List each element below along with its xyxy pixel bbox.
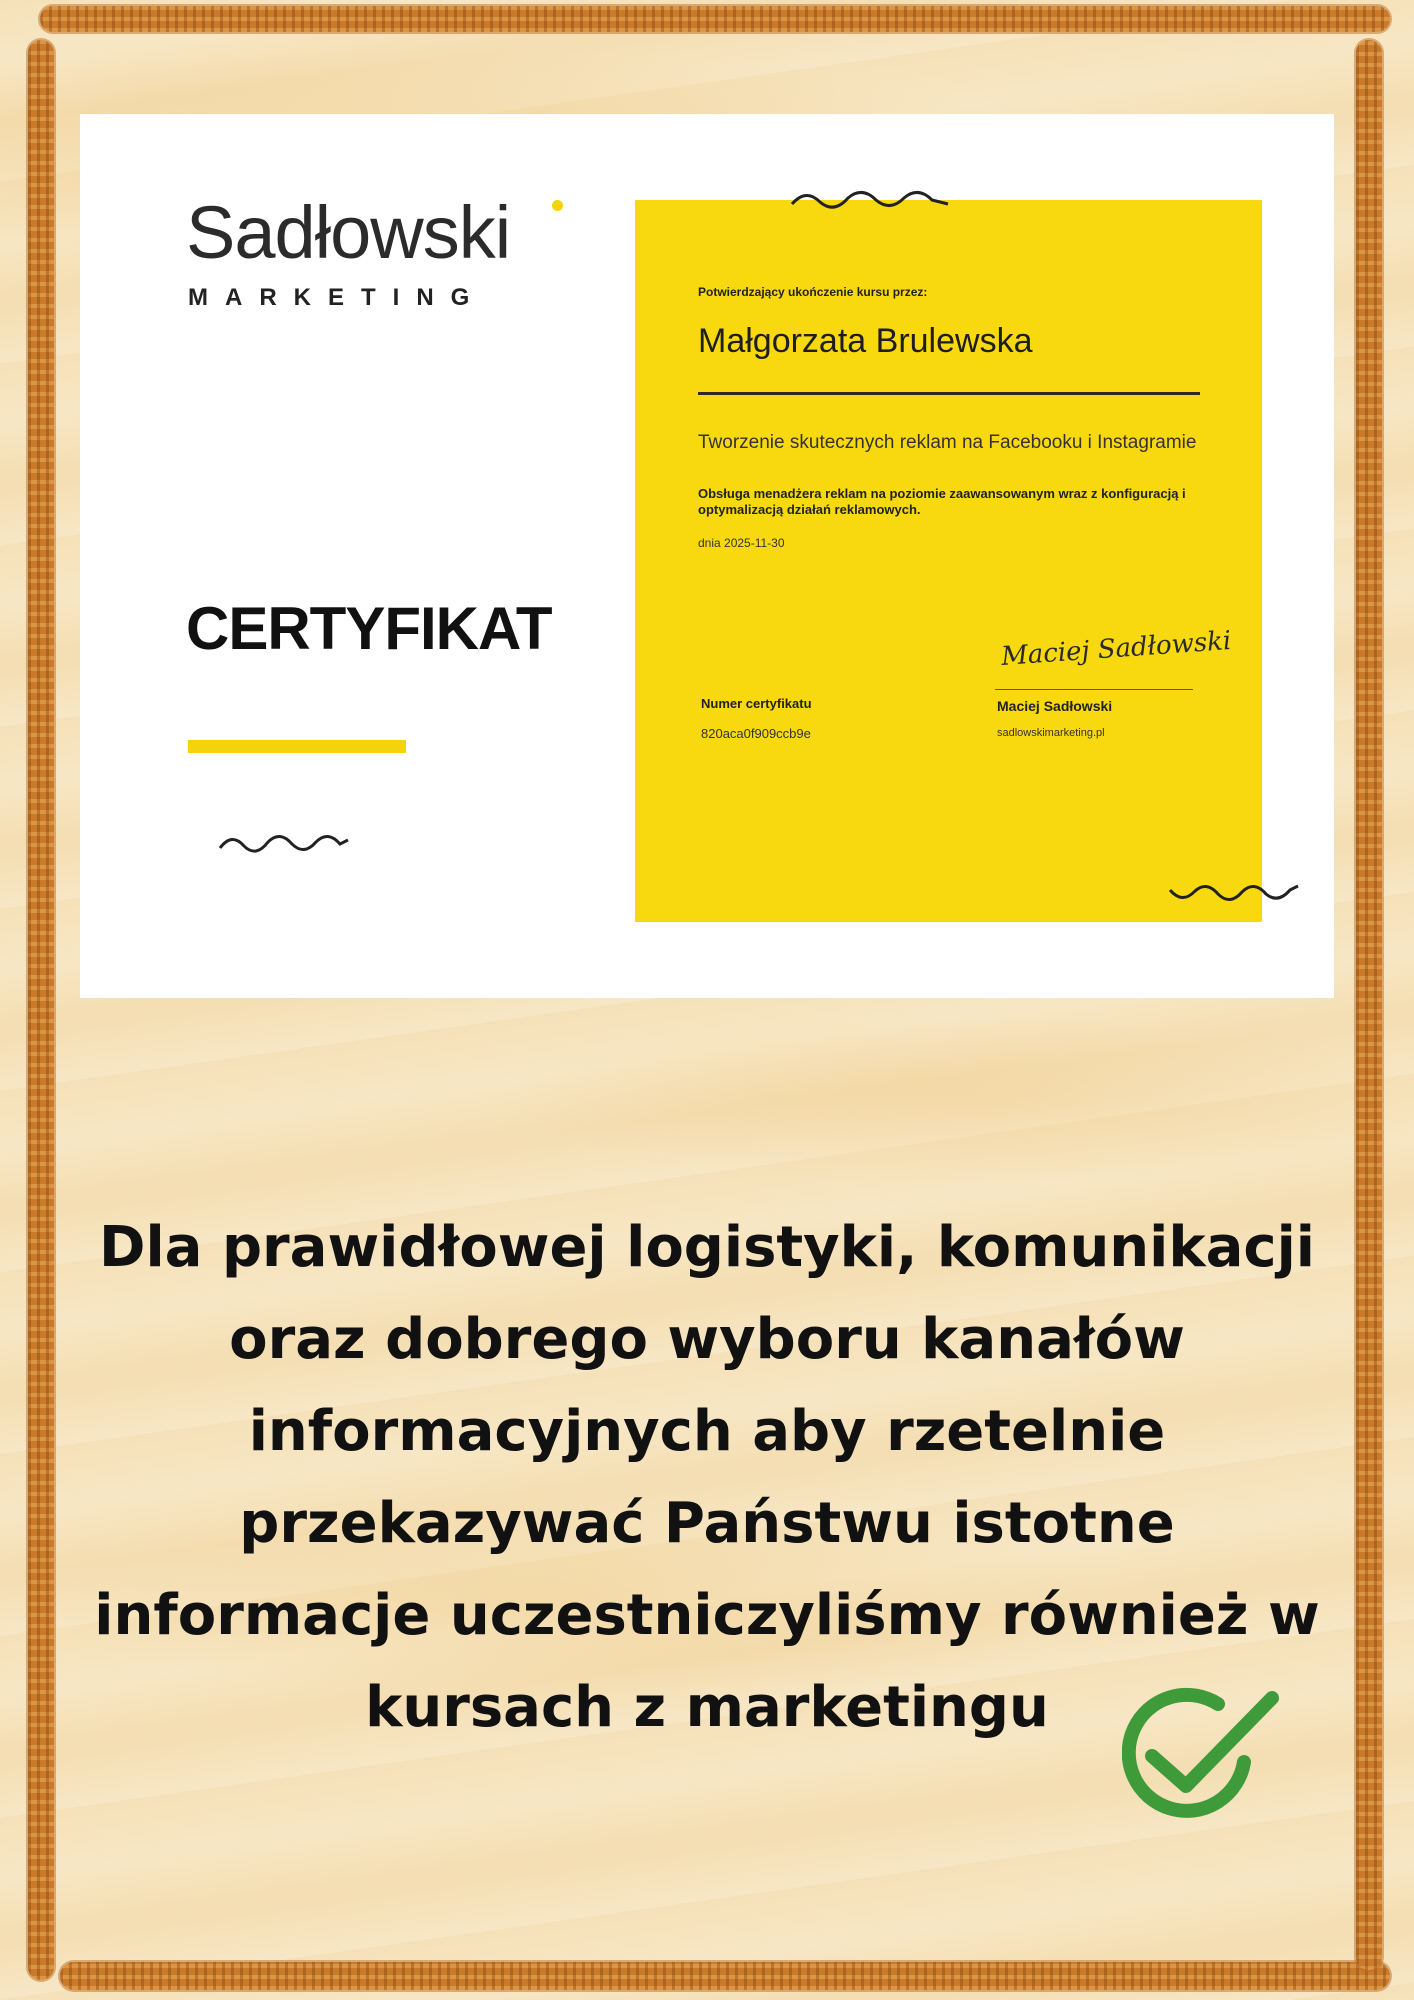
- certificate-yellow-panel: [635, 200, 1262, 922]
- certificate-number-value: 820aca0f909ccb9e: [701, 726, 811, 741]
- issue-date: dnia 2025-11-30: [698, 536, 785, 550]
- certificate-image: [80, 114, 1334, 998]
- certificate-number-label: Numer certyfikatu: [701, 696, 812, 711]
- zigzag-decoration-top: [790, 186, 950, 212]
- signer-website: sadlowskimarketing.pl: [997, 727, 1105, 739]
- frame-border-bottom: [60, 1962, 1390, 1990]
- handwritten-signature: Maciej Sadłowski: [1000, 625, 1233, 673]
- caption-text: Dla prawidłowej logistyki, komunikacji oraz dobrego wyboru kanałów informacyjnych aby rzetelnie przekazywać Państwu istotne informacje uczestniczyliśmy również w kursach z marketingu: [94, 1215, 1320, 1740]
- name-underline: [698, 392, 1200, 395]
- confirm-label: Potwierdzający ukończenie kursu przez:: [698, 285, 928, 299]
- course-description: Obsługa menadżera reklam na poziomie zaawansowanym wraz z konfiguracją i optymalizacją działań reklamowych.: [698, 486, 1186, 517]
- signer-name: Maciej Sadłowski: [997, 698, 1113, 714]
- signature-line: [995, 689, 1193, 690]
- frame-border-top: [40, 6, 1390, 32]
- logo-wordmark: Sadłowski: [186, 191, 511, 274]
- frame-border-right: [1356, 40, 1382, 1970]
- check-circle-icon: [1122, 1676, 1282, 1826]
- frame-border-left: [28, 40, 54, 1980]
- zigzag-decoration-left: [218, 830, 350, 856]
- zigzag-decoration-right: [1168, 878, 1300, 904]
- logo-dot: [552, 200, 563, 211]
- logo-subtitle: MARKETING: [188, 284, 487, 311]
- recipient-name: Małgorzata Brulewska: [698, 322, 1033, 360]
- course-title: Tworzenie skutecznych reklam na Facebooku i Instagramie: [698, 432, 1197, 453]
- title-underline: [188, 740, 406, 753]
- certificate-title: CERTYFIKAT: [186, 595, 552, 662]
